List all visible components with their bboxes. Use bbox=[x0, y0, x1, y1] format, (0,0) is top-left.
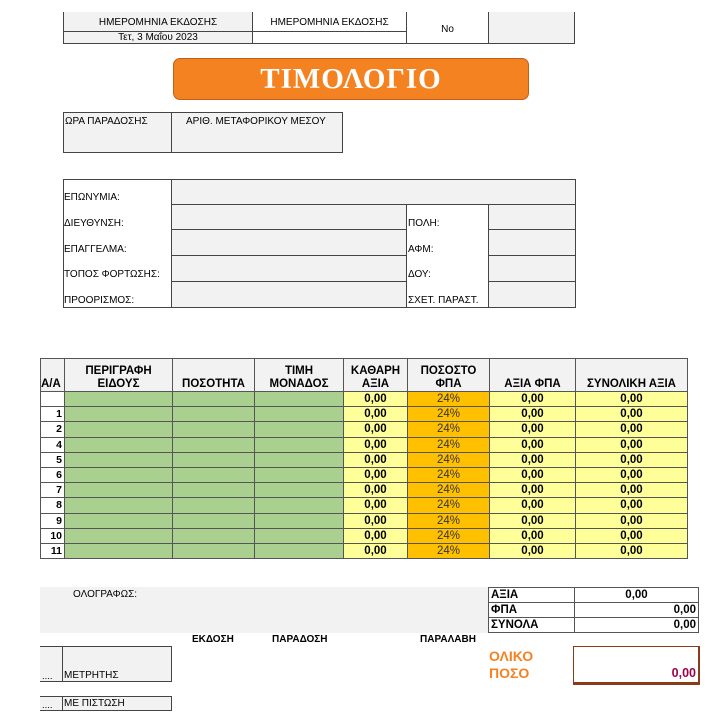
unit-price-cell[interactable] bbox=[255, 543, 344, 558]
table-row bbox=[41, 483, 688, 498]
description-cell[interactable] bbox=[65, 437, 173, 452]
vat-rate-cell[interactable]: 24% bbox=[408, 452, 490, 467]
quantity-cell[interactable] bbox=[173, 543, 255, 558]
loading-place-field[interactable] bbox=[172, 256, 407, 282]
description-cell[interactable] bbox=[65, 467, 173, 482]
page-title: ΤΙΜΟΛΟΓΙΟ bbox=[173, 58, 529, 100]
total-value-cell: 0,00 bbox=[576, 467, 688, 482]
unit-price-cell[interactable] bbox=[255, 513, 344, 528]
table-row bbox=[41, 437, 688, 452]
col-quantity: ΠΟΣΟΤΗΤΑ bbox=[173, 359, 255, 392]
items-header-row bbox=[41, 359, 688, 392]
cash-label: ΜΕΤΡΗΤΗΣ bbox=[64, 670, 119, 681]
total-amount-box bbox=[573, 646, 700, 685]
net-value-cell: 0,00 bbox=[344, 422, 408, 437]
net-value-cell: 0,00 bbox=[344, 392, 408, 407]
items-table bbox=[40, 358, 688, 559]
city-field[interactable] bbox=[489, 205, 575, 230]
sum-totals-row bbox=[489, 618, 699, 633]
net-value-cell: 0,00 bbox=[344, 437, 408, 452]
vat-value-cell: 0,00 bbox=[490, 407, 576, 422]
table-row bbox=[41, 528, 688, 543]
net-value-cell: 0,00 bbox=[344, 513, 408, 528]
profession-field[interactable] bbox=[172, 230, 407, 256]
row-number: 9 bbox=[41, 513, 65, 528]
total-amount-label bbox=[489, 648, 533, 682]
quantity-cell[interactable] bbox=[173, 498, 255, 513]
sum-value: 0,00 bbox=[575, 588, 699, 603]
sum-vat-label: ΦΠΑ bbox=[489, 603, 575, 618]
issue-date-block-2 bbox=[253, 12, 407, 44]
sum-value-label: ΑΞΙΑ bbox=[489, 588, 575, 603]
issue-signature-label: ΕΚΔΟΣΗ bbox=[192, 634, 234, 645]
table-row bbox=[41, 452, 688, 467]
row-number: 1 bbox=[41, 407, 65, 422]
net-value-cell: 0,00 bbox=[344, 407, 408, 422]
issue-date-label: ΗΜΕΡΟΜΗΝΙΑ ΕΚΔΟΣΗΣ bbox=[98, 17, 218, 28]
vat-value-cell: 0,00 bbox=[490, 498, 576, 513]
description-cell[interactable] bbox=[65, 528, 173, 543]
vehicle-number-field[interactable] bbox=[171, 112, 343, 153]
description-cell[interactable] bbox=[65, 483, 173, 498]
doy-field[interactable] bbox=[489, 256, 575, 282]
quantity-cell[interactable] bbox=[173, 407, 255, 422]
total-value-cell: 0,00 bbox=[576, 543, 688, 558]
destination-label: ΠΡΟΟΡΙΣΜΟΣ: bbox=[64, 295, 135, 306]
vat-rate-cell[interactable]: 24% bbox=[408, 467, 490, 482]
row-number: 6 bbox=[41, 467, 65, 482]
total-value-cell: 0,00 bbox=[576, 483, 688, 498]
related-doc-label: ΣΧΕΤ. ΠΑΡΑΣΤ. bbox=[408, 295, 479, 306]
destination-field[interactable] bbox=[172, 282, 407, 307]
sum-vat-row bbox=[489, 603, 699, 618]
loading-place-label: ΤΟΠΟΣ ΦΟΡΤΩΣΗΣ: bbox=[64, 269, 160, 280]
table-row bbox=[41, 392, 688, 407]
total-amount-label-line-2: ΠΟΣΟ bbox=[489, 665, 530, 681]
vat-value-cell: 0,00 bbox=[490, 483, 576, 498]
issue-date-label-2: ΗΜΕΡΟΜΗΝΙΑ ΕΚΔΟΣΗΣ bbox=[270, 17, 389, 28]
sum-value-row bbox=[489, 588, 699, 603]
credit-label: ΜΕ ΠΙΣΤΩΣΗ bbox=[64, 698, 125, 709]
description-cell[interactable] bbox=[65, 498, 173, 513]
net-value-cell: 0,00 bbox=[344, 528, 408, 543]
net-value-cell: 0,00 bbox=[344, 452, 408, 467]
total-value-cell: 0,00 bbox=[576, 437, 688, 452]
unit-price-cell[interactable] bbox=[255, 407, 344, 422]
total-amount-label-line-1: ΟΛΙΚΟ bbox=[489, 648, 534, 664]
unit-price-cell[interactable] bbox=[255, 437, 344, 452]
sum-totals-label: ΣΥΝΟΛΑ bbox=[489, 618, 575, 633]
row-number: 2 bbox=[41, 422, 65, 437]
delivery-signature-label: ΠΑΡΑΔΟΣΗ bbox=[272, 634, 328, 645]
col-description: ΠΕΡΙΓΡΑΦΗ ΕΙΔΟΥΣ bbox=[65, 359, 173, 392]
afm-label: ΑΦΜ: bbox=[408, 244, 434, 255]
total-value-cell: 0,00 bbox=[576, 498, 688, 513]
description-cell[interactable] bbox=[65, 392, 173, 407]
unit-price-cell[interactable] bbox=[255, 467, 344, 482]
credit-dots: .... bbox=[42, 700, 53, 711]
quantity-cell[interactable] bbox=[173, 452, 255, 467]
total-value-cell: 0,00 bbox=[576, 392, 688, 407]
vat-rate-cell[interactable]: 24% bbox=[408, 437, 490, 452]
total-value-cell: 0,00 bbox=[576, 407, 688, 422]
table-row bbox=[41, 513, 688, 528]
name-field[interactable] bbox=[172, 180, 575, 205]
col-vat-value: ΑΞΙΑ ΦΠΑ bbox=[490, 359, 576, 392]
row-number: 7 bbox=[41, 483, 65, 498]
net-value-cell: 0,00 bbox=[344, 543, 408, 558]
credit-method-row[interactable] bbox=[40, 696, 172, 711]
table-row bbox=[41, 543, 688, 558]
col-net-value: ΚΑΘΑΡΗ ΑΞΙΑ bbox=[344, 359, 408, 392]
vehicle-number-label: ΑΡΙΘ. ΜΕΤΑΦΟΡΙΚΟΥ ΜΕΣΟΥ bbox=[186, 116, 326, 127]
col-total-value: ΣΥΝΟΛΙΚΗ ΑΞΙΑ bbox=[576, 359, 688, 392]
delivery-time-field[interactable] bbox=[63, 112, 172, 153]
col-aa: Α/Α bbox=[41, 359, 65, 392]
description-cell[interactable] bbox=[65, 422, 173, 437]
description-cell[interactable] bbox=[65, 543, 173, 558]
profession-label: ΕΠΑΓΓΕΛΜΑ: bbox=[64, 244, 127, 255]
vat-value-cell: 0,00 bbox=[490, 437, 576, 452]
issue-date-block bbox=[63, 12, 253, 44]
unit-price-cell[interactable] bbox=[255, 528, 344, 543]
vat-value-cell: 0,00 bbox=[490, 467, 576, 482]
vat-rate-cell[interactable]: 24% bbox=[408, 543, 490, 558]
doy-label: ΔΟΥ: bbox=[408, 269, 431, 280]
unit-price-cell[interactable] bbox=[255, 452, 344, 467]
total-value-cell: 0,00 bbox=[576, 422, 688, 437]
quantity-cell[interactable] bbox=[173, 422, 255, 437]
total-amount-value: 0,00 bbox=[671, 666, 696, 680]
in-words-field[interactable] bbox=[40, 587, 488, 633]
vat-rate-cell[interactable]: 24% bbox=[408, 528, 490, 543]
cash-dots: .... bbox=[42, 671, 53, 682]
col-unit-price: ΤΙΜΗ ΜΟΝΑΔΟΣ bbox=[255, 359, 344, 392]
row-number: 8 bbox=[41, 498, 65, 513]
vat-rate-cell[interactable]: 24% bbox=[408, 407, 490, 422]
quantity-cell[interactable] bbox=[173, 483, 255, 498]
cash-method-row[interactable] bbox=[40, 646, 172, 682]
sum-vat: 0,00 bbox=[575, 603, 699, 618]
table-row bbox=[41, 407, 688, 422]
total-value-cell: 0,00 bbox=[576, 452, 688, 467]
vat-rate-cell[interactable]: 24% bbox=[408, 483, 490, 498]
row-number: 4 bbox=[41, 437, 65, 452]
sum-totals: 0,00 bbox=[575, 618, 699, 633]
net-value-cell: 0,00 bbox=[344, 483, 408, 498]
table-row bbox=[41, 498, 688, 513]
vat-rate-cell[interactable]: 24% bbox=[408, 498, 490, 513]
vat-value-cell: 0,00 bbox=[490, 452, 576, 467]
vat-value-cell: 0,00 bbox=[490, 543, 576, 558]
unit-price-cell[interactable] bbox=[255, 483, 344, 498]
row-number: 5 bbox=[41, 452, 65, 467]
unit-price-cell[interactable] bbox=[255, 392, 344, 407]
vat-value-cell: 0,00 bbox=[490, 513, 576, 528]
quantity-cell[interactable] bbox=[173, 528, 255, 543]
net-value-cell: 0,00 bbox=[344, 498, 408, 513]
unit-price-cell[interactable] bbox=[255, 422, 344, 437]
address-label: ΔΙΕΥΘΥΝΣΗ: bbox=[64, 218, 124, 229]
quantity-cell[interactable] bbox=[173, 392, 255, 407]
invoice-number-label-cell bbox=[407, 12, 489, 44]
related-doc-field[interactable] bbox=[489, 282, 575, 307]
quantity-cell[interactable] bbox=[173, 467, 255, 482]
total-value-cell: 0,00 bbox=[576, 513, 688, 528]
vat-value-cell: 0,00 bbox=[490, 528, 576, 543]
unit-price-cell[interactable] bbox=[255, 498, 344, 513]
issue-date-value[interactable]: Τετ, 3 Μαΐου 2023 bbox=[64, 31, 252, 44]
name-label: ΕΠΩΝΥΜΙΑ: bbox=[64, 192, 120, 203]
description-cell[interactable] bbox=[65, 407, 173, 422]
invoice-number-field[interactable] bbox=[489, 12, 575, 44]
city-label: ΠΟΛΗ: bbox=[408, 218, 440, 229]
vat-rate-cell[interactable]: 24% bbox=[408, 513, 490, 528]
table-row bbox=[41, 467, 688, 482]
row-number: 11 bbox=[41, 543, 65, 558]
net-value-cell: 0,00 bbox=[344, 467, 408, 482]
quantity-cell[interactable] bbox=[173, 437, 255, 452]
invoice-number-label: No bbox=[441, 24, 454, 35]
row-number: 10 bbox=[41, 528, 65, 543]
totals-table bbox=[488, 587, 699, 633]
description-cell[interactable] bbox=[65, 513, 173, 528]
delivery-time-label: ΩΡΑ ΠΑΡΑΔΟΣΗΣ bbox=[65, 116, 148, 127]
vat-value-cell: 0,00 bbox=[490, 422, 576, 437]
vat-rate-cell[interactable]: 24% bbox=[408, 392, 490, 407]
in-words-label: ΟΛΟΓΡΑΦΩΣ: bbox=[73, 589, 138, 600]
col-vat-rate: ΠΟΣΟΣΤΟ ΦΠΑ bbox=[408, 359, 490, 392]
description-cell[interactable] bbox=[65, 452, 173, 467]
receipt-signature-label: ΠΑΡΑΛΑΒΗ bbox=[420, 634, 476, 645]
row-number bbox=[41, 392, 65, 407]
table-row bbox=[41, 422, 688, 437]
vat-rate-cell[interactable]: 24% bbox=[408, 422, 490, 437]
quantity-cell[interactable] bbox=[173, 513, 255, 528]
total-value-cell: 0,00 bbox=[576, 528, 688, 543]
vat-value-cell: 0,00 bbox=[490, 392, 576, 407]
address-field[interactable] bbox=[172, 205, 407, 230]
afm-field[interactable] bbox=[489, 230, 575, 256]
